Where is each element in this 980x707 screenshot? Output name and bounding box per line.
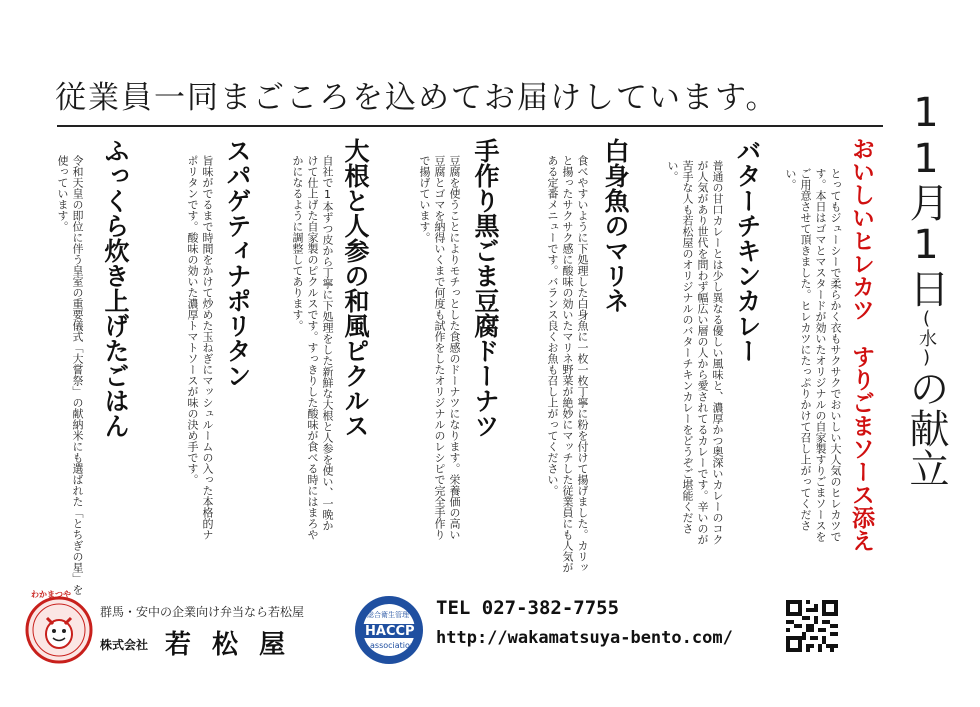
tagline: 従業員一同まごころを込めてお届けしています。	[55, 80, 779, 116]
menu-date	[898, 90, 954, 650]
item-title: 大根と人参の和風ピクルス	[341, 138, 370, 438]
item-desc: 旨味がでるまで時間をかけて炒めた玉ねぎにマッシュルームの入った本格的ナポリタンです。酸味の効いた濃厚トマトソースが味の決め手です。	[186, 155, 214, 540]
item-desc: 食べやすいように下処理した白身魚に一枚一枚丁寧に粉を付けて揚げました。カリッと揚ったサクサク感に酸味の効いたマリネ野菜が絶妙にマッチした従業員にも人気がある定番メニューです。バランス良くお魚も召し上がってください。	[546, 155, 589, 573]
website-url[interactable]: http://wakamatsuya-bento.com/	[436, 628, 733, 648]
haccp-badge	[353, 594, 425, 666]
item-desc: 自社で1本ずつ皮から丁寧に下処理をした新鮮な大根と人参を使い、一晩かけて仕上げた自家製のピクルスです。すっきりした酸味が食べる時にはまろやかになるように調整してあります。	[291, 155, 334, 540]
date-text: 11月1日	[903, 90, 949, 308]
featured-title-a: おいしいヒレカツ	[848, 137, 874, 321]
haccp-main: HACCP	[365, 624, 415, 639]
item-title: 白身魚のマリネ	[601, 138, 630, 313]
header-rule	[57, 125, 883, 127]
item-title: スパゲティナポリタン	[223, 138, 252, 388]
featured-title-b: すりごまソース添え	[848, 345, 874, 552]
footer-slogan: 群馬・安中の企業向け弁当なら若松屋	[100, 605, 305, 619]
mascot-text: わかまつや	[31, 590, 71, 599]
date-weekday: (水)	[916, 308, 937, 368]
qr-code-icon	[786, 600, 838, 652]
date-suffix: の献立	[903, 368, 949, 488]
mascot-logo	[25, 596, 93, 664]
item-title: バターチキンカレー	[733, 138, 762, 363]
haccp-sub: association	[370, 641, 415, 650]
haccp-top: 総合衛生管理	[367, 611, 409, 619]
item-desc: 普通の甘口カレーとは少し異なる優しい風味と、濃厚かつ奥深いカレーのコクが人気があり世代を問わず幅広い層の人から愛されてるカレーです。辛いのが苦手な人も若松屋のオリジナルのバターチキンカレーをどうぞご堪能ください。	[666, 160, 724, 545]
featured-desc: とってもジューシーで柔らかく衣もサクサクでおいしい大人気のヒレカツです。本日はゴマとマスタードが効いたオリジナルの自家製すりごまソースをご用意させて頂きました。ヒレカツにたっぷりかけて召し上がってください。	[784, 168, 842, 542]
item-title: ふっくら炊き上げたごはん	[101, 138, 130, 438]
company-name: 若 松 屋	[165, 630, 292, 660]
item-title: 手作り黒ごま豆腐ドーナツ	[471, 138, 500, 438]
mascot-icon	[25, 596, 93, 664]
qr-code[interactable]	[786, 600, 838, 652]
contact-tel: TEL 027-382-7755	[436, 597, 620, 619]
company-prefix: 株式会社	[100, 638, 149, 652]
item-desc: 豆腐を使うことによりモチっとした食感のドーナツになります。栄養価の高い豆腐とゴマを納得いくまで何度も試作をしたオリジナルのレシピで完全手作りで揚げています。	[418, 155, 461, 540]
item-desc: 令和天皇の即位に伴う皇室の重要儀式「大嘗祭」の献納米にも選ばれた「とちぎの星」を使っています。	[56, 155, 84, 595]
